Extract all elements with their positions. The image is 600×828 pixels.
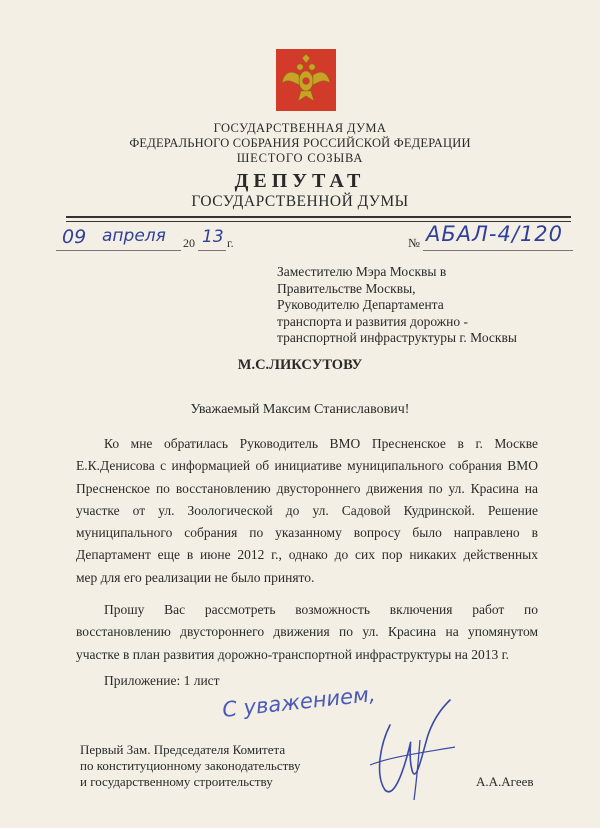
header-duma: ГОСУДАРСТВЕННАЯ ДУМА: [213, 121, 387, 135]
date-month: апреля: [102, 226, 166, 246]
document-number: АБАЛ-4/120: [426, 222, 564, 246]
signer-position-line: Первый Зам. Председателя Комитета: [80, 742, 286, 757]
addressee-line: транспортной инфраструктуры г. Москвы: [277, 330, 517, 345]
salutation: Уважаемый Максим Станиславович!: [190, 402, 410, 417]
addressee-line: Заместителю Мэра Москвы в: [277, 264, 447, 279]
handwritten-closing: С уважением,: [221, 682, 377, 722]
signer-position-line: по конституционному законодательству: [80, 758, 301, 773]
date-underline: [56, 250, 181, 251]
date-year-unit: г.: [227, 236, 234, 250]
body-paragraph-2: [76, 599, 538, 666]
body-line: Е.К.Денисова с информацией об инициативе муниципального собрания ВМО: [76, 458, 538, 474]
addressee-line: Правительстве Москвы,: [277, 280, 416, 296]
signature-icon: [350, 695, 470, 805]
addressee-line: Руководителю Департамента: [277, 297, 444, 312]
body-line: Прошу Вас рассмотреть возможность включения работ по: [104, 602, 538, 617]
date-year-prefix: 20: [183, 236, 195, 250]
signer-position-line: и государственному строительству: [80, 774, 273, 789]
recipient-name: М.С.ЛИКСУТОВУ: [237, 357, 363, 373]
body-line: участке от ул. Зоологической до ул. Садовой Кудринской. Решение: [76, 502, 538, 518]
body-line: Пресненское по восстановлению двустороннего движения по ул. Красина на: [76, 480, 538, 496]
coat-of-arms-icon: [276, 49, 336, 111]
body-line: Ко мне обратилась Руководитель ВМО Пресненское в г. Москве: [104, 436, 538, 451]
body-line: Департамент еще в июне 2012 г., однако до сих пор никаких действенных: [76, 547, 538, 563]
header-divider-thick: [66, 216, 571, 218]
addressee-block: [277, 264, 517, 347]
attachment-note: Приложение: 1 лист: [104, 673, 220, 688]
body-line: муниципального собрания по указанному вопросу было направлено в: [76, 525, 538, 541]
number-underline: [423, 250, 573, 251]
body-paragraph-1: [76, 433, 538, 589]
header-federal-assembly: ФЕДЕРАЛЬНОГО СОБРАНИЯ РОССИЙСКОЙ ФЕДЕРАЦИИ: [129, 136, 471, 150]
header-title: ДЕПУТАТ: [234, 170, 366, 192]
body-line: мер для его реализации не было принято.: [76, 569, 315, 585]
signer-name: А.А.Агеев: [476, 774, 534, 789]
header-subtitle: ГОСУДАРСТВЕННОЙ ДУМЫ: [191, 193, 409, 210]
year-underline: [198, 250, 226, 251]
body-line: участке в план развития дорожно-транспортной инфраструктуры на 2013 г.: [76, 646, 510, 662]
signer-position: [80, 742, 301, 790]
addressee-line: транспорта и развития дорожно -: [277, 313, 468, 329]
date-day: 09: [62, 226, 87, 248]
body-line: восстановлению двустороннего движения по ул. Красина на упомянутом: [76, 624, 538, 640]
date-year-suffix: 13: [202, 227, 224, 247]
number-label: №: [408, 236, 420, 250]
header-convocation: ШЕСТОГО СОЗЫВА: [236, 151, 364, 165]
